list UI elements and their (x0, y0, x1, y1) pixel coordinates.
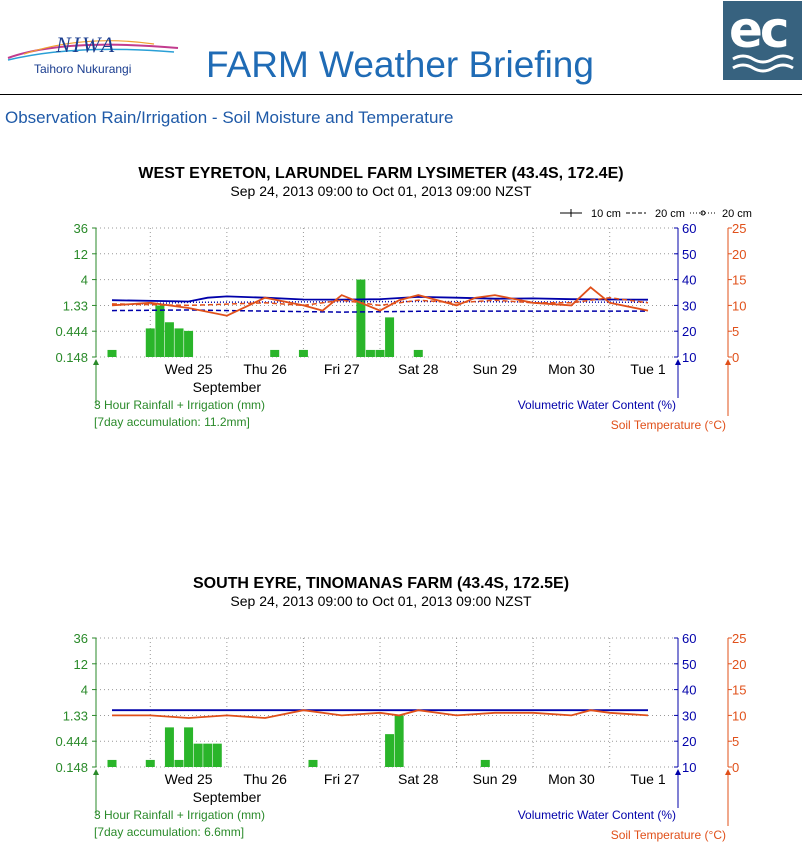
ec-logo-text: ec (729, 1, 787, 59)
x-tick-label: Sun 29 (472, 361, 518, 377)
temp-axis-tick-label: 15 (732, 682, 747, 698)
rain-bar (385, 734, 394, 767)
header-divider (0, 94, 802, 95)
x-tick-label: Sun 29 (472, 771, 518, 787)
page-header (0, 0, 810, 95)
x-tick-label: Fri 27 (323, 771, 360, 787)
rain-bar (395, 715, 404, 767)
vwc-arrow-icon (675, 769, 681, 775)
wave-icon (723, 1, 802, 80)
rain-bar (175, 760, 184, 767)
vwc-axis-tick-label: 60 (682, 221, 697, 236)
rain-bar (108, 760, 117, 767)
x-tick-label: Mon 30 (548, 361, 595, 377)
temp-axis-tick-label: 0 (732, 760, 740, 775)
temp-axis-tick-label: 10 (732, 708, 747, 724)
chart-title: SOUTH EYRE, TINOMANAS FARM (43.4S, 172.5E) (192, 575, 570, 592)
vwc-arrow-icon (675, 359, 681, 365)
temp-axis-tick-label: 5 (732, 734, 740, 750)
vwc-axis-tick-label: 10 (682, 350, 697, 365)
temp-arrow-icon (725, 769, 731, 775)
x-tick-label: Tue 1 (630, 361, 666, 377)
page-title: FARM Weather Briefing (206, 44, 594, 85)
chart-west-eyreton (0, 150, 810, 435)
temp-arrow-icon (725, 359, 731, 365)
vwc-axis-tick-label: 40 (682, 272, 697, 288)
vwc-axis-tick-label: 40 (682, 682, 697, 698)
vwc-axis-tick-label: 30 (682, 298, 697, 314)
vwc-axis-tick-label: 20 (682, 324, 697, 340)
logo-subtitle: Taihoro Nukurangi (34, 62, 132, 76)
rain-axis-tick-label: 0.444 (55, 734, 88, 750)
rain-bar (194, 744, 203, 767)
rain-axis-tick-label: 12 (73, 246, 88, 262)
chart-svg (0, 560, 810, 845)
rain-bar (376, 350, 385, 357)
temp-axis-tick-label: 10 (732, 298, 747, 314)
rain-arrow-icon (93, 359, 99, 365)
rain-axis-tick-label: 0.148 (55, 760, 88, 775)
rain-bar (270, 350, 279, 357)
rain-bar (175, 328, 184, 357)
x-tick-label: Thu 26 (243, 771, 287, 787)
temp-axis-tick-label: 25 (732, 221, 747, 236)
vwc-axis-tick-label: 60 (682, 631, 697, 646)
rain-bar (356, 280, 365, 357)
chart-south-eyre (0, 560, 810, 845)
accumulation-label: [7day accumulation: 11.2mm] (94, 415, 250, 429)
temp-axis-title: Soil Temperature (°C) (610, 828, 726, 842)
rain-bar (155, 305, 164, 357)
vwc-axis-title: Volumetric Water Content (%) (517, 398, 676, 412)
accumulation-label: [7day accumulation: 6.6mm] (94, 825, 245, 839)
ec-logo (723, 1, 802, 80)
x-tick-label: Sat 28 (398, 361, 439, 377)
rain-axis-tick-label: 4 (80, 272, 88, 288)
x-tick-label: Thu 26 (243, 361, 287, 377)
x-tick-label: Wed 25 (164, 361, 213, 377)
x-tick-label: Fri 27 (323, 361, 360, 377)
rain-axis-tick-label: 1.33 (62, 298, 88, 314)
rain-bar (414, 350, 423, 357)
rain-bar (213, 744, 222, 767)
vwc-axis-tick-label: 30 (682, 708, 697, 724)
rain-bar (165, 322, 174, 357)
rain-axis-tick-label: 0.444 (55, 324, 88, 340)
section-title: Observation Rain/Irrigation - Soil Moisture and Temperature (5, 108, 454, 127)
temp-axis-tick-label: 20 (732, 246, 747, 262)
rain-bar (146, 328, 155, 357)
vwc-axis-tick-label: 50 (682, 246, 697, 262)
vwc-axis-tick-label: 20 (682, 734, 697, 750)
x-month-label: September (192, 379, 262, 395)
rain-axis-tick-label: 36 (73, 631, 88, 646)
rain-bar (299, 350, 308, 357)
chart-svg (0, 150, 810, 435)
x-tick-label: Wed 25 (164, 771, 213, 787)
chart-subtitle: Sep 24, 2013 09:00 to Oct 01, 2013 09:00 NZST (230, 183, 532, 199)
x-tick-label: Tue 1 (630, 771, 666, 787)
rain-bar (184, 331, 193, 357)
rain-bar (108, 350, 117, 357)
rain-axis-tick-label: 12 (73, 656, 88, 672)
x-tick-label: Sat 28 (398, 771, 439, 787)
rain-axis-tick-label: 1.33 (62, 708, 88, 724)
niwa-logo (4, 28, 182, 84)
vwc-axis-tick-label: 50 (682, 656, 697, 672)
rain-axis-tick-label: 4 (80, 682, 88, 698)
rain-arrow-icon (93, 769, 99, 775)
vwc-axis-title: Volumetric Water Content (%) (517, 808, 676, 822)
logo-text: NIWA (56, 32, 117, 57)
temp-axis-tick-label: 20 (732, 656, 747, 672)
x-month-label: September (192, 789, 262, 805)
rain-bar (366, 350, 375, 357)
rain-axis-title: 3 Hour Rainfall + Irrigation (mm) (94, 398, 266, 412)
chart-title: WEST EYRETON, LARUNDEL FARM LYSIMETER (43.4S, 172.4E) (138, 165, 624, 182)
rain-bar (165, 727, 174, 767)
rain-bar (184, 727, 193, 767)
rain-axis-title: 3 Hour Rainfall + Irrigation (mm) (94, 808, 266, 822)
x-tick-label: Mon 30 (548, 771, 595, 787)
temp-axis-tick-label: 15 (732, 272, 747, 288)
temp-axis-tick-label: 5 (732, 324, 740, 340)
chart-subtitle: Sep 24, 2013 09:00 to Oct 01, 2013 09:00 NZST (230, 593, 532, 609)
rain-bar (309, 760, 318, 767)
legend-label: 20 cm (722, 208, 752, 220)
rain-axis-tick-label: 36 (73, 221, 88, 236)
rain-bar (203, 744, 212, 767)
temp-axis-title: Soil Temperature (°C) (610, 418, 726, 432)
vwc-axis-tick-label: 10 (682, 760, 697, 775)
legend-label: 20 cm (655, 208, 685, 220)
rain-bar (481, 760, 490, 767)
temp-axis-tick-label: 0 (732, 350, 740, 365)
rain-bar (385, 317, 394, 357)
rain-bar (146, 760, 155, 767)
legend-label: 10 cm (591, 208, 621, 220)
temp-axis-tick-label: 25 (732, 631, 747, 646)
rain-axis-tick-label: 0.148 (55, 350, 88, 365)
